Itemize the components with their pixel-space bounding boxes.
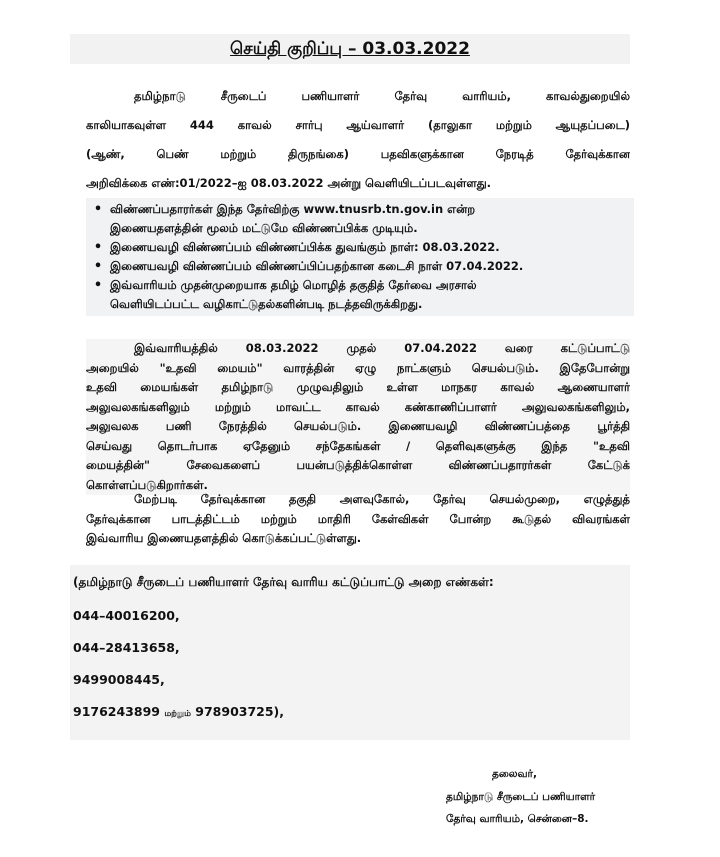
paragraph-line: அலுவலக பணி நேரத்தில் செயல்படும். இணையவழி விண்ணப்பத்தை பூர்த்தி	[86, 419, 630, 433]
bullet-icon: •	[93, 202, 103, 217]
phone-number-pair	[73, 704, 284, 720]
intro-line: (ஆண், பெண் மற்றும் திருநங்கை) பதவிகளுக்கான நேரடித் தேர்வுக்கான	[86, 147, 630, 161]
paragraph-line: அறையில் "உதவி மையம்" வாரத்தின் ஏழு நாட்களும் செயல்படும். இதேபோன்று	[86, 360, 630, 375]
bullet-list	[86, 198, 634, 316]
paragraph-line: மையத்தின்" சேவைகளைப் பயன்படுத்திக்கொள்ள விண்ணப்பதாரர்கள் கேட்டுக்	[86, 458, 630, 472]
bullet-item	[86, 257, 634, 276]
bullet-icon: •	[93, 278, 103, 293]
phone-number: 978903725),	[195, 704, 285, 719]
phone-and-word: மற்றும்	[164, 709, 191, 719]
paragraph-line: கொள்ளப்படுகிறார்கள்.	[86, 477, 208, 492]
intro-line: அறிவிக்கை எண்:01/2022–ஐ 08.03.2022 அன்று வெளியிடப்படவுள்ளது.	[86, 176, 492, 190]
bullet-text: இணையவழி விண்ணப்பம் விண்ணப்பிப்பதற்கான கடைசி நாள் 07.04.2022.	[110, 259, 524, 273]
title-text: செய்தி குறிப்பு – 03.03.2022	[230, 39, 470, 59]
bullet-item	[86, 276, 634, 314]
paragraph-line: உதவி மையங்கள் தமிழ்நாடு முழுவதிலும் உள்ள மாநகர காவல் ஆணையாளர்	[86, 380, 630, 394]
bullet-text: இவ்வாரியம் முதன்முறையாக தமிழ் மொழித் தகுதித் தேர்வை அரசால்	[110, 278, 477, 292]
help-center-paragraph	[86, 339, 630, 495]
paragraph-line: செய்வது தொடர்பாக ஏதேனும் சந்தேகங்கள் / தெளிவுகளுக்கு இந்த "உதவி	[86, 438, 630, 453]
bullet-icon: •	[93, 240, 103, 255]
bullet-item	[86, 200, 634, 238]
intro-line: தமிழ்நாடு சீருடைப் பணியாளர் தேர்வு வாரியம், காவல்துறையில்	[134, 89, 630, 103]
phone-number: 9176243899	[73, 704, 160, 719]
bullet-text: விண்ணப்பதாரர்கள் இந்த தேர்விற்கு www.tnusrb.tn.gov.in என்ற	[110, 202, 476, 216]
bullet-text: வெளியிடப்பட்ட வழிகாட்டுதல்களின்படி நடத்தவிருக்கிறது.	[110, 297, 423, 311]
phone-number: 044–40016200,	[73, 608, 180, 623]
signature-title: தலைவர்,	[492, 768, 538, 780]
contact-heading: (தமிழ்நாடு சீருடைப் பணியாளர் தேர்வு வாரிய கட்டுப்பாட்டு அறை எண்கள்:	[73, 575, 494, 589]
paragraph-line: மேற்படி தேர்வுக்கான தகுதி அளவுகோல், தேர்வு செயல்முறை, எழுத்துத்	[134, 492, 630, 506]
paragraph-line: இவ்வாரியத்தில் 08.03.2022 முதல் 07.04.2022 வரை கட்டுப்பாட்டு	[134, 341, 630, 355]
bullet-item	[86, 238, 634, 257]
details-paragraph	[86, 490, 630, 549]
intro-paragraph	[86, 82, 630, 198]
paragraph-line: அலுவலகங்களிலும் மற்றும் மாவட்ட காவல் கண்காணிப்பாளர் அலுவலகங்களிலும்,	[86, 399, 630, 414]
bullet-icon: •	[93, 259, 103, 274]
signature-place: தேர்வு வாரியம், சென்னை–8.	[446, 813, 589, 825]
signature-org: தமிழ்நாடு சீருடைப் பணியாளர்	[446, 791, 596, 803]
phone-number: 044–28413658,	[73, 640, 180, 655]
paragraph-line: தேர்வுக்கான பாடத்திட்டம் மற்றும் மாதிரி கேள்விகள் போன்ற கூடுதல் விவரங்கள்	[86, 511, 630, 526]
paragraph-line: இவ்வாரிய இணையதளத்தில் கொடுக்கப்பட்டுள்ளது.	[86, 531, 362, 545]
bullet-text: இணையவழி விண்ணப்பம் விண்ணப்பிக்க துவங்கும் நாள்: 08.03.2022.	[110, 240, 500, 254]
document-title	[70, 34, 630, 64]
intro-line: காலியாகவுள்ள 444 காவல் சார்பு ஆய்வாளர் (தாலுகா மற்றும் ஆயுதப்படை)	[86, 118, 630, 132]
phone-number: 9499008445,	[73, 672, 165, 687]
bullet-text: இணையதளத்தின் மூலம் மட்டுமே விண்ணப்பிக்க முடியும்.	[110, 221, 418, 235]
